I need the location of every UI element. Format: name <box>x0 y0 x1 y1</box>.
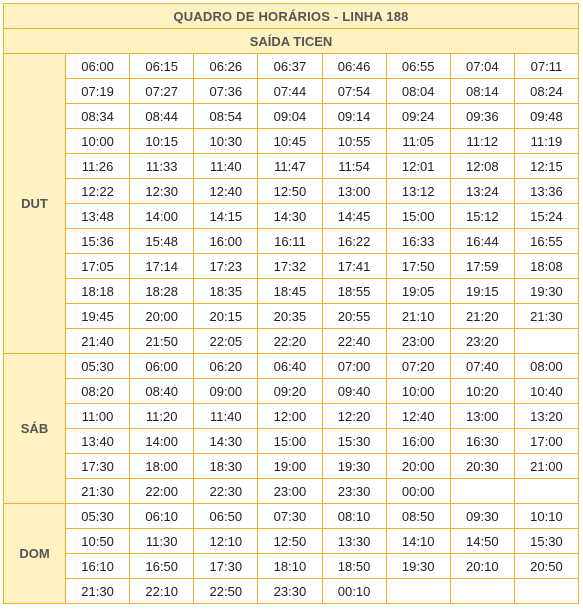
time-cell: 18:18 <box>66 279 130 304</box>
time-cell: 11:00 <box>66 404 130 429</box>
time-cell: 16:11 <box>258 229 322 254</box>
table-row <box>4 129 579 154</box>
table-subtitle: SAÍDA TICEN <box>4 29 579 54</box>
time-cell: 12:20 <box>322 404 386 429</box>
time-cell: 10:55 <box>322 129 386 154</box>
time-cell: 14:30 <box>258 204 322 229</box>
table-row <box>4 229 579 254</box>
time-cell: 08:20 <box>66 379 130 404</box>
day-group-label: DOM <box>4 504 66 604</box>
time-cell: 21:30 <box>514 304 578 329</box>
time-cell: 13:36 <box>514 179 578 204</box>
time-cell: 00:10 <box>322 579 386 604</box>
time-cell: 09:00 <box>194 379 258 404</box>
time-cell: 05:30 <box>66 354 130 379</box>
time-cell: 20:50 <box>514 554 578 579</box>
time-cell <box>514 579 578 604</box>
time-cell: 19:30 <box>514 279 578 304</box>
time-cell: 20:10 <box>450 554 514 579</box>
time-cell: 13:20 <box>514 404 578 429</box>
time-cell: 08:00 <box>514 354 578 379</box>
time-cell: 23:20 <box>450 329 514 354</box>
time-cell: 00:00 <box>386 479 450 504</box>
time-cell: 13:24 <box>450 179 514 204</box>
time-cell: 07:54 <box>322 79 386 104</box>
table-row <box>4 104 579 129</box>
table-row <box>4 304 579 329</box>
time-cell: 15:30 <box>514 529 578 554</box>
time-cell: 12:15 <box>514 154 578 179</box>
time-cell: 15:30 <box>322 429 386 454</box>
time-cell: 14:00 <box>130 429 194 454</box>
time-cell: 14:15 <box>194 204 258 229</box>
time-cell: 21:20 <box>450 304 514 329</box>
time-cell <box>514 479 578 504</box>
time-cell: 19:30 <box>322 454 386 479</box>
time-cell: 19:45 <box>66 304 130 329</box>
time-cell: 08:50 <box>386 504 450 529</box>
table-row <box>4 454 579 479</box>
table-row <box>4 529 579 554</box>
time-cell: 23:00 <box>386 329 450 354</box>
time-cell: 08:40 <box>130 379 194 404</box>
subtitle-row <box>4 29 579 54</box>
time-cell: 15:48 <box>130 229 194 254</box>
time-cell: 09:14 <box>322 104 386 129</box>
time-cell: 15:24 <box>514 204 578 229</box>
time-cell: 12:00 <box>258 404 322 429</box>
time-cell: 17:50 <box>386 254 450 279</box>
time-cell: 21:30 <box>66 579 130 604</box>
table-row <box>4 404 579 429</box>
schedule-table <box>3 3 579 604</box>
time-cell: 10:00 <box>66 129 130 154</box>
time-cell: 18:08 <box>514 254 578 279</box>
time-cell: 13:48 <box>66 204 130 229</box>
time-cell: 18:00 <box>130 454 194 479</box>
time-cell: 07:19 <box>66 79 130 104</box>
time-cell: 13:00 <box>450 404 514 429</box>
time-cell: 17:14 <box>130 254 194 279</box>
time-cell: 12:50 <box>258 179 322 204</box>
table-row <box>4 54 579 79</box>
time-cell: 16:44 <box>450 229 514 254</box>
time-cell: 13:00 <box>322 179 386 204</box>
time-cell: 15:00 <box>386 204 450 229</box>
time-cell: 11:30 <box>130 529 194 554</box>
time-cell: 11:40 <box>194 154 258 179</box>
time-cell: 18:35 <box>194 279 258 304</box>
time-cell: 06:00 <box>130 354 194 379</box>
time-cell: 12:01 <box>386 154 450 179</box>
time-cell: 14:50 <box>450 529 514 554</box>
time-cell: 22:05 <box>194 329 258 354</box>
time-cell: 18:55 <box>322 279 386 304</box>
time-cell: 22:50 <box>194 579 258 604</box>
table-row <box>4 254 579 279</box>
time-cell: 21:30 <box>66 479 130 504</box>
time-cell: 23:00 <box>258 479 322 504</box>
table-title: QUADRO DE HORÁRIOS - LINHA 188 <box>4 4 579 29</box>
time-cell: 12:10 <box>194 529 258 554</box>
time-cell: 11:19 <box>514 129 578 154</box>
time-cell: 20:00 <box>386 454 450 479</box>
time-cell: 09:48 <box>514 104 578 129</box>
time-cell: 21:40 <box>66 329 130 354</box>
time-cell: 10:30 <box>194 129 258 154</box>
time-cell: 06:55 <box>386 54 450 79</box>
time-cell: 11:33 <box>130 154 194 179</box>
time-cell: 12:40 <box>386 404 450 429</box>
time-cell: 15:12 <box>450 204 514 229</box>
time-cell: 13:12 <box>386 179 450 204</box>
time-cell: 13:40 <box>66 429 130 454</box>
time-cell: 07:11 <box>514 54 578 79</box>
time-cell: 16:55 <box>514 229 578 254</box>
time-cell: 19:30 <box>386 554 450 579</box>
time-cell: 19:05 <box>386 279 450 304</box>
time-cell: 17:41 <box>322 254 386 279</box>
time-cell: 12:22 <box>66 179 130 204</box>
time-cell: 21:50 <box>130 329 194 354</box>
title-row <box>4 4 579 29</box>
time-cell: 22:00 <box>130 479 194 504</box>
time-cell: 20:35 <box>258 304 322 329</box>
time-cell: 20:00 <box>130 304 194 329</box>
time-cell: 16:33 <box>386 229 450 254</box>
time-cell: 23:30 <box>322 479 386 504</box>
table-row <box>4 179 579 204</box>
time-cell: 07:20 <box>386 354 450 379</box>
time-cell: 08:14 <box>450 79 514 104</box>
time-cell: 14:00 <box>130 204 194 229</box>
time-cell: 17:30 <box>194 554 258 579</box>
time-cell: 21:00 <box>514 454 578 479</box>
time-cell: 21:10 <box>386 304 450 329</box>
time-cell: 20:30 <box>450 454 514 479</box>
time-cell: 14:10 <box>386 529 450 554</box>
table-row <box>4 579 579 604</box>
table-row <box>4 354 579 379</box>
table-row <box>4 379 579 404</box>
time-cell: 08:04 <box>386 79 450 104</box>
time-cell: 10:15 <box>130 129 194 154</box>
time-cell: 16:50 <box>130 554 194 579</box>
time-cell: 16:00 <box>386 429 450 454</box>
time-cell: 10:00 <box>386 379 450 404</box>
time-cell: 19:00 <box>258 454 322 479</box>
time-cell: 18:28 <box>130 279 194 304</box>
table-row <box>4 154 579 179</box>
time-cell: 14:45 <box>322 204 386 229</box>
time-cell: 22:30 <box>194 479 258 504</box>
table-row <box>4 504 579 529</box>
time-cell: 09:20 <box>258 379 322 404</box>
time-cell: 06:40 <box>258 354 322 379</box>
time-cell: 20:55 <box>322 304 386 329</box>
time-cell: 08:10 <box>322 504 386 529</box>
day-group-label: SÁB <box>4 354 66 504</box>
time-cell: 06:50 <box>194 504 258 529</box>
time-cell: 15:36 <box>66 229 130 254</box>
time-cell: 07:30 <box>258 504 322 529</box>
time-cell: 13:30 <box>322 529 386 554</box>
time-cell: 12:08 <box>450 154 514 179</box>
time-cell: 09:30 <box>450 504 514 529</box>
time-cell: 12:50 <box>258 529 322 554</box>
time-cell: 11:05 <box>386 129 450 154</box>
time-cell: 06:20 <box>194 354 258 379</box>
time-cell: 08:44 <box>130 104 194 129</box>
time-cell: 09:04 <box>258 104 322 129</box>
schedule-container <box>3 3 579 604</box>
time-cell <box>386 579 450 604</box>
time-cell: 16:30 <box>450 429 514 454</box>
time-cell: 06:46 <box>322 54 386 79</box>
time-cell: 17:05 <box>66 254 130 279</box>
table-row <box>4 329 579 354</box>
time-cell: 10:50 <box>66 529 130 554</box>
time-cell: 22:20 <box>258 329 322 354</box>
time-cell: 07:04 <box>450 54 514 79</box>
time-cell: 07:27 <box>130 79 194 104</box>
time-cell: 06:37 <box>258 54 322 79</box>
time-cell: 08:34 <box>66 104 130 129</box>
time-cell <box>450 479 514 504</box>
time-cell: 18:10 <box>258 554 322 579</box>
time-cell: 23:30 <box>258 579 322 604</box>
time-cell: 09:24 <box>386 104 450 129</box>
time-cell: 16:22 <box>322 229 386 254</box>
time-cell: 07:00 <box>322 354 386 379</box>
time-cell: 17:59 <box>450 254 514 279</box>
time-cell: 18:45 <box>258 279 322 304</box>
time-cell: 10:45 <box>258 129 322 154</box>
time-cell: 06:10 <box>130 504 194 529</box>
time-cell: 11:40 <box>194 404 258 429</box>
time-cell: 16:00 <box>194 229 258 254</box>
time-cell: 12:40 <box>194 179 258 204</box>
table-row <box>4 279 579 304</box>
time-cell: 11:47 <box>258 154 322 179</box>
time-cell <box>450 579 514 604</box>
time-cell: 11:54 <box>322 154 386 179</box>
time-cell: 20:15 <box>194 304 258 329</box>
time-cell: 14:30 <box>194 429 258 454</box>
time-cell: 06:26 <box>194 54 258 79</box>
time-cell: 07:36 <box>194 79 258 104</box>
time-cell: 10:10 <box>514 504 578 529</box>
time-cell: 06:15 <box>130 54 194 79</box>
time-cell: 08:24 <box>514 79 578 104</box>
time-cell: 10:20 <box>450 379 514 404</box>
time-cell: 05:30 <box>66 504 130 529</box>
time-cell: 11:12 <box>450 129 514 154</box>
time-cell: 18:50 <box>322 554 386 579</box>
time-cell: 17:23 <box>194 254 258 279</box>
time-cell: 09:36 <box>450 104 514 129</box>
time-cell: 15:00 <box>258 429 322 454</box>
time-cell: 17:32 <box>258 254 322 279</box>
time-cell: 17:30 <box>66 454 130 479</box>
day-group-label: DUT <box>4 54 66 354</box>
time-cell: 08:54 <box>194 104 258 129</box>
time-cell: 06:00 <box>66 54 130 79</box>
table-row <box>4 554 579 579</box>
time-cell <box>514 329 578 354</box>
table-row <box>4 79 579 104</box>
time-cell: 19:15 <box>450 279 514 304</box>
time-cell: 11:26 <box>66 154 130 179</box>
time-cell: 22:40 <box>322 329 386 354</box>
time-cell: 07:40 <box>450 354 514 379</box>
time-cell: 12:30 <box>130 179 194 204</box>
time-cell: 18:30 <box>194 454 258 479</box>
time-cell: 10:40 <box>514 379 578 404</box>
table-row <box>4 204 579 229</box>
time-cell: 22:10 <box>130 579 194 604</box>
table-row <box>4 479 579 504</box>
time-cell: 11:20 <box>130 404 194 429</box>
time-cell: 09:40 <box>322 379 386 404</box>
time-cell: 16:10 <box>66 554 130 579</box>
time-cell: 07:44 <box>258 79 322 104</box>
time-cell: 17:00 <box>514 429 578 454</box>
table-row <box>4 429 579 454</box>
